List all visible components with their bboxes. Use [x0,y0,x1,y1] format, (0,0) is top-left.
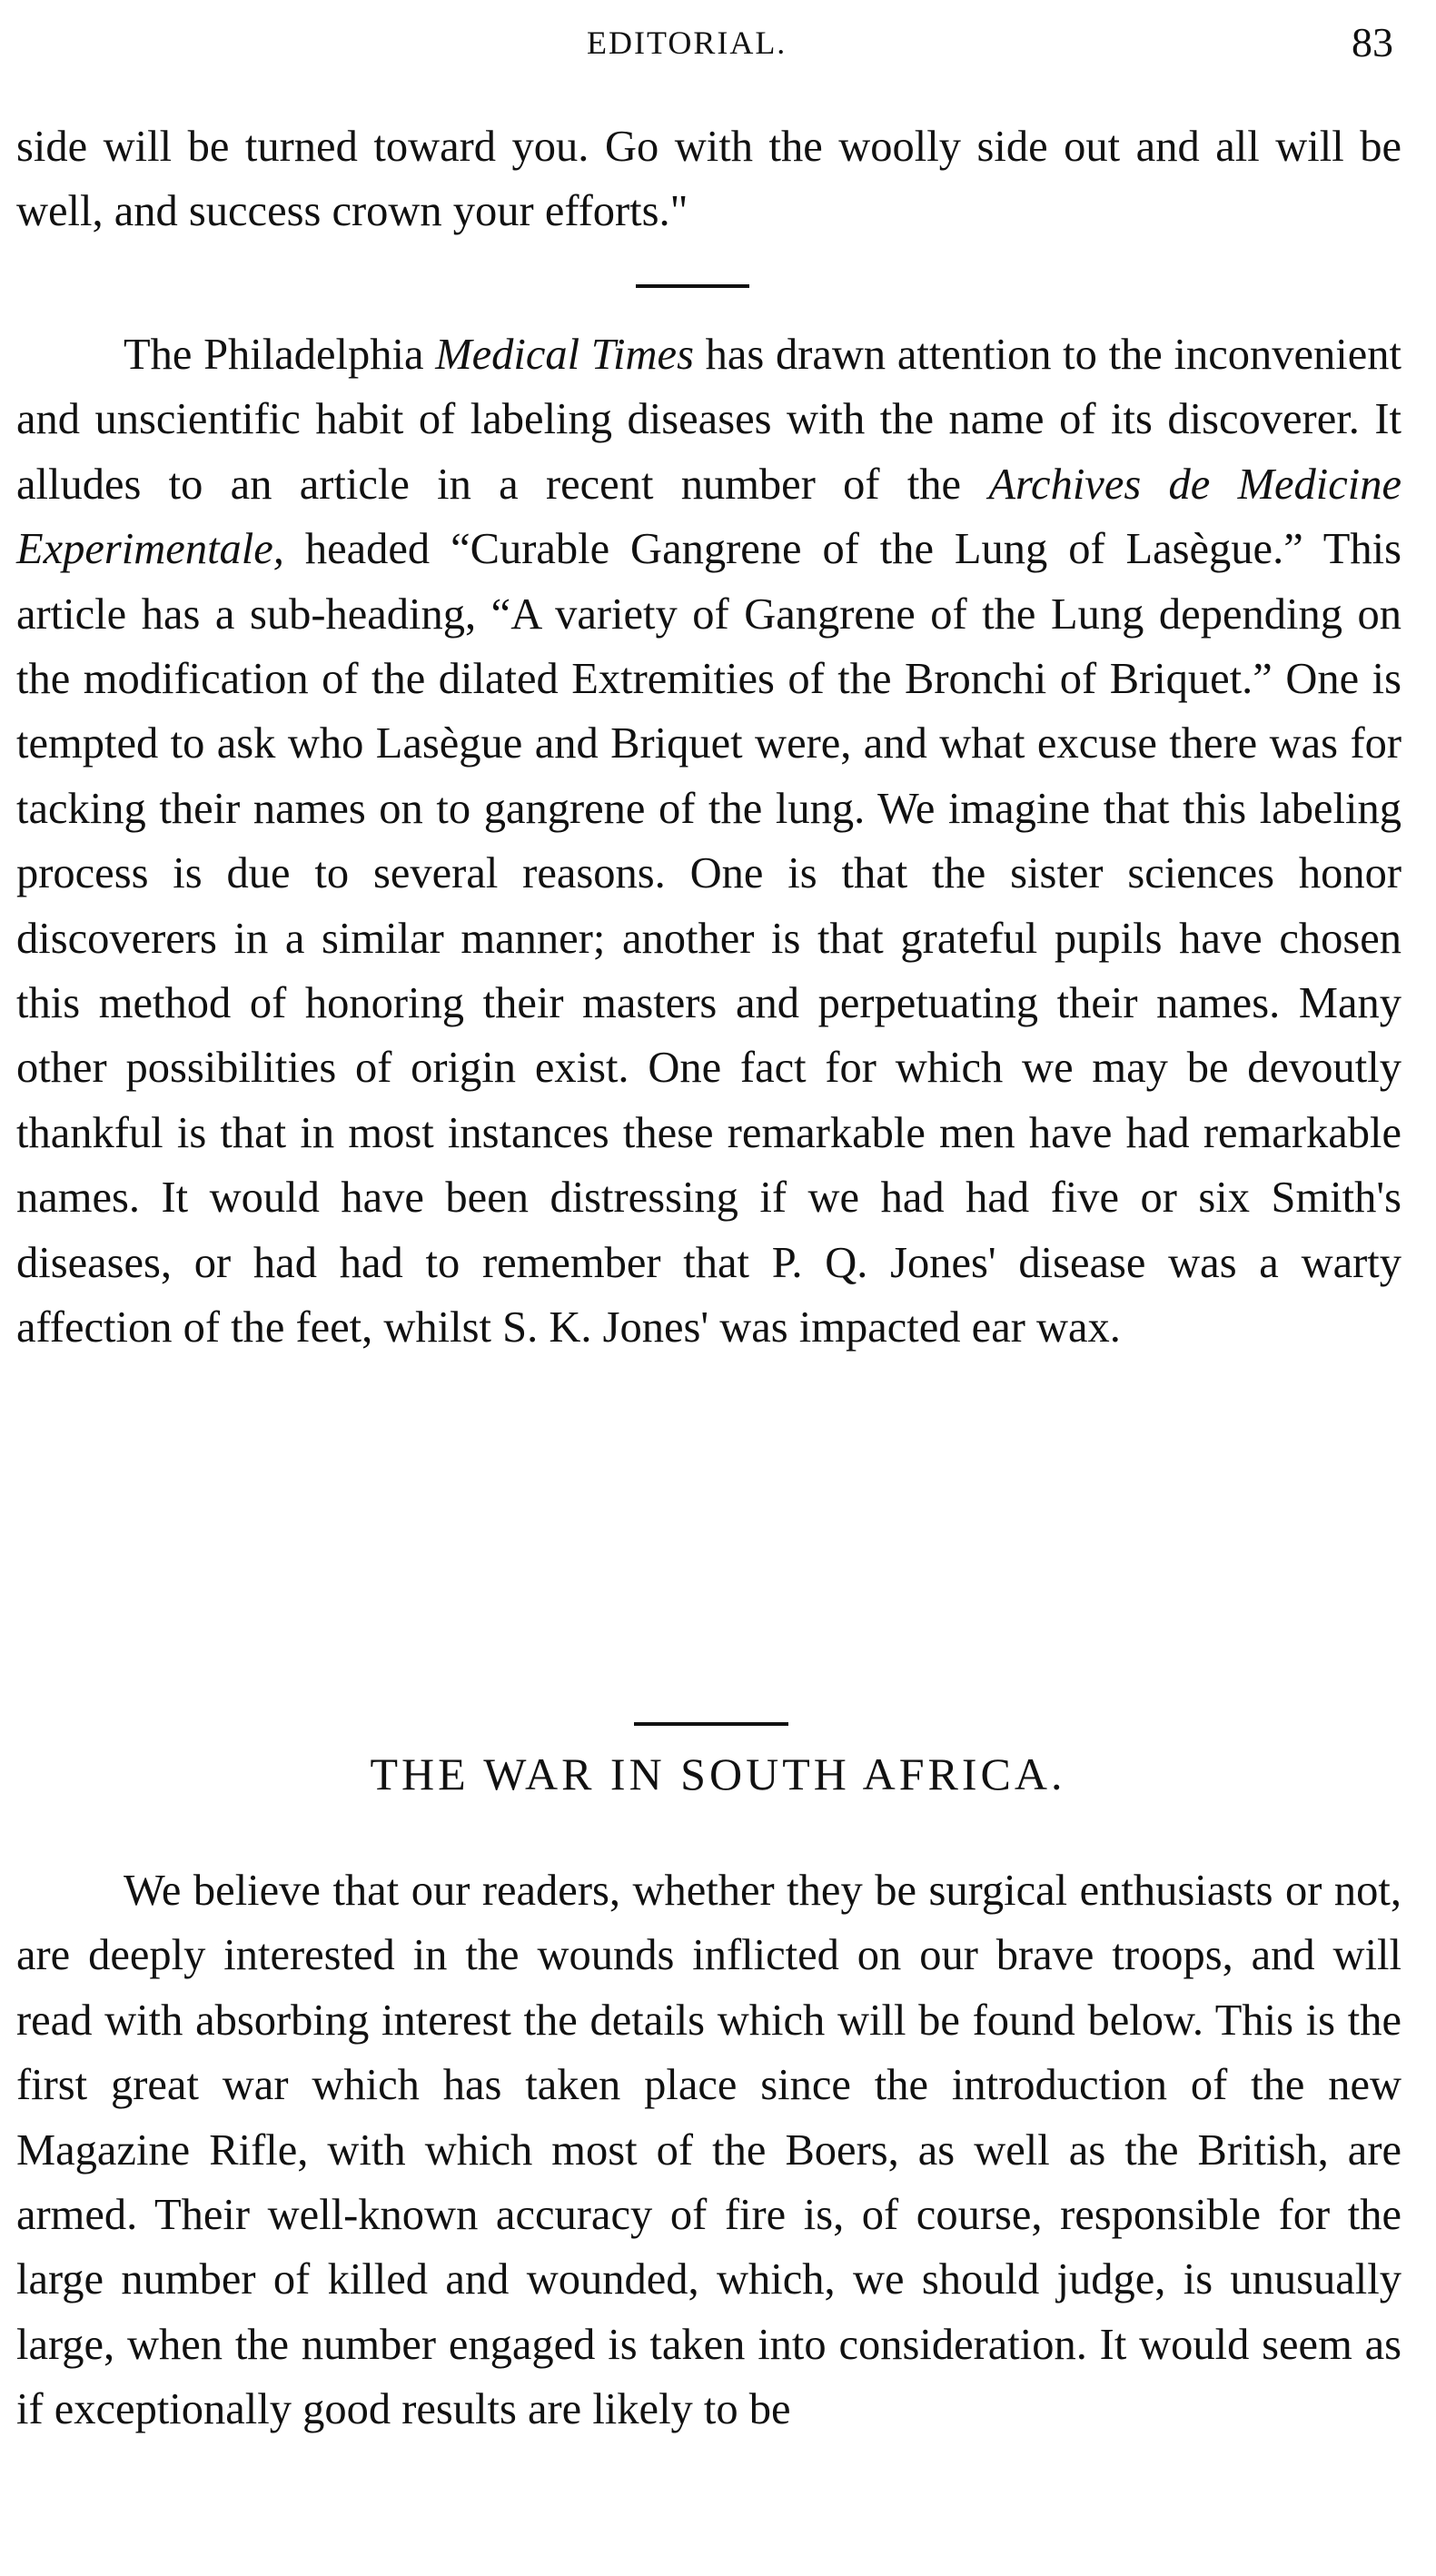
paragraph-text: We believe that our readers, whether they be surgical enthusiasts or not, are deeply interested in the wounds inflicted on our brave troops, and will read with absorbing interest the details which will be found below. This is the first great war which has taken place since the introduction of the new Magazine Rifle, with which most of the Boers, as well as the British, are armed. Their well-known accuracy of fire is, of course, responsible for the large number of killed and wounded, which, we should judge, is unusually large, when the number engaged is taken into consideration. It would seem as if exceptionally good results are likely to be [16,1867,1401,2434]
running-title: EDITORIAL. [587,25,787,61]
medical-times-paragraph [16,322,1401,1361]
war-paragraph [16,1858,1401,2442]
paragraph-text: has drawn attention to the inconvenient and unscientific habit of labeling diseases with the name of its discoverer. It alludes to an article in a recent number of the [16,331,1401,509]
running-head [0,19,1436,78]
paragraph-text: side will be turned toward you. Go with the woolly side out and all will be well, and success crown your efforts." [16,123,1401,236]
paragraph-text: headed “Curable Gangrene of the Lung of Lasègue.” This article has a sub-heading, “A variety of Gangrene of the Lung depending on the modification of the dilated Extremities of the Bronchi of Briquet.” One is tempted to ask who Lasègue and Briquet were, and what excuse there was for tacking their names on to gangrene of the lung. We imagine that this labeling process is due to several reasons. One is that the sister sciences honor discoverers in a similar manner; another is that grateful pupils have chosen this method of honoring their masters and perpetuating their names. Many other possibilities of origin exist. One fact for which we may be devoutly thankful is that in most instances these remarkable men have had remarkable names. It would have been distressing if we had had five or six Smith's diseases, or had had to remember that P. Q. Jones' disease was a warty affection of the feet, whilst S. K. Jones' was impacted ear wax. [16,525,1401,1352]
journal-title-archives: Archives de Medicine Experimentale, [16,460,1402,574]
paragraph-text: The Philadelphia [124,331,436,379]
page-number: 83 [1352,19,1393,65]
section-divider [636,284,749,288]
section-divider [634,1722,788,1726]
continued-paragraph [16,114,1401,244]
section-heading: THE WAR IN SOUTH AFRICA. [370,1749,1066,1799]
journal-title-medical-times: Medical Times [435,331,694,379]
